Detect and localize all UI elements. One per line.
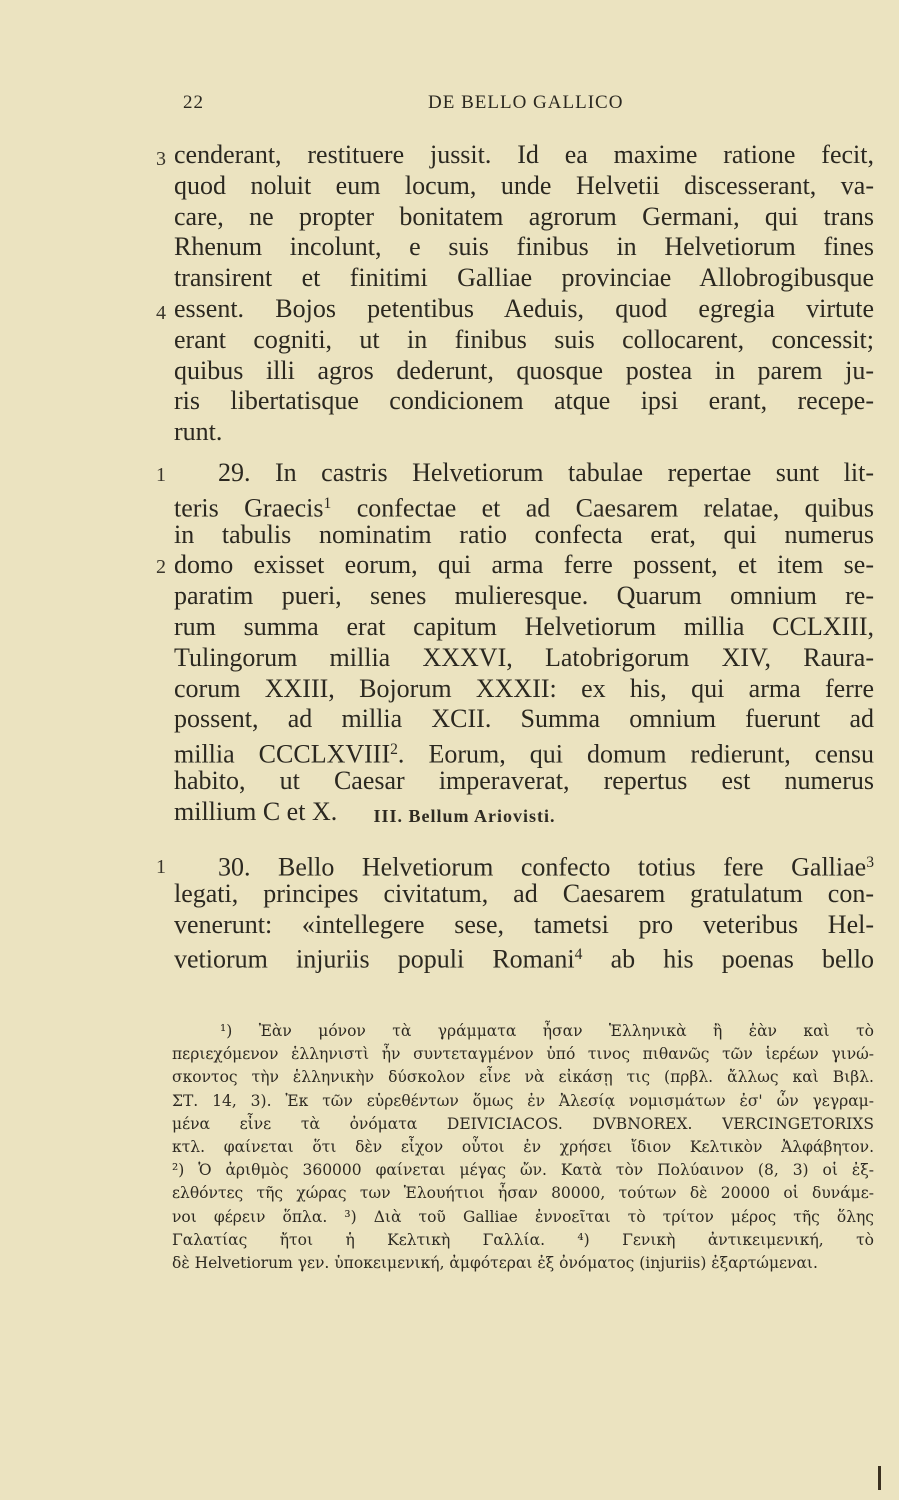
text-line: habito, ut Caesar imperaverat, repertus est numerus: [174, 765, 874, 795]
footnote-line: νοι φέρειν ὅπλα. ³) Διὰ τοῦ Galliae ἐννοεῖται τὸ τρίτον μέρος τῆς ὅλης: [172, 1207, 874, 1226]
text-fragment: 30. Bello Helvetiorum confecto totius fere Galliae: [218, 852, 867, 882]
text-line: legati, principes civitatum, ad Caesarem gratulatum con-: [174, 878, 874, 908]
text-line: domo exisset eorum, qui arma ferre possent, et item se-: [174, 550, 874, 580]
footnote-line: κτλ. φαίνεται ὅτι δὲν εἶχον οὗτοι ἐν χρήσει ἴδιον Κελτικὸν Ἀλφάβητον.: [172, 1137, 874, 1156]
text-line: in tabulis nominatim ratio confecta erat, qui numerus: [174, 519, 874, 549]
footnote-line: Γαλατίας ἤτοι ἡ Κελτικὴ Γαλλία. ⁴) Γενικὴ ἀντικειμενική, τὸ: [172, 1230, 874, 1249]
text-fragment: ab his poenas bello: [610, 944, 875, 974]
footnote-line: ²) Ὁ ἀριθμὸς 360000 φαίνεται μέγας ὤν. Κατὰ τὸν Πολύαινον (8, 3) οἱ ἐξ-: [172, 1161, 874, 1180]
main-text-2: [156, 848, 875, 974]
text-line: [174, 735, 875, 769]
footnote-marker: 3: [866, 854, 874, 871]
footnote-line: περιεχόμενον ἑλληνιστὶ ἦν συντεταγμένον ὑπό τινος πιθανῶς τῶν ἱερέων γινώ-: [172, 1045, 874, 1064]
text-line: corum XXIII, Bojorum XXXII: ex his, qui arma ferre: [174, 673, 874, 703]
text-fragment: confectae et ad Caesarem relatae, quibus: [356, 493, 875, 523]
page-number: 22: [183, 92, 204, 113]
text-line: [174, 940, 875, 974]
text-line: care, ne propter bonitatem agrorum Germani, qui trans: [174, 201, 874, 231]
text-line: Rhenum incolunt, e suis finibus in Helvetiorum fines: [174, 232, 874, 262]
footnote-marker: 2: [390, 741, 398, 759]
footnote-line: ελθόντες τῆς χώρας των Ἑλουήτιοι ἦσαν 80000, τούτων δὲ 20000 οἱ δυνάμε-: [172, 1184, 874, 1203]
page-edge-mark: [878, 1466, 881, 1490]
margin-number: 1: [156, 464, 166, 486]
footnote-line: δὲ Helvetiorum γεν. ὑποκειμενική, ἀμφότεραι ἐξ ὀνόματος (injuriis) ἐξαρτώμεναι.: [172, 1253, 818, 1272]
text-line: essent. Bojos petentibus Aeduis, quod egregia virtute: [174, 293, 874, 323]
text-line: runt.: [174, 417, 223, 447]
text-line: rum summa erat capitum Helvetiorum millia CCLXIII,: [174, 611, 874, 641]
text-line: [174, 848, 874, 882]
text-fragment: vetiorum injuriis populi Romani: [174, 944, 575, 974]
text-line: millium C et X.: [174, 796, 338, 826]
footnote-line: ΣΤ. 14, 3). Ἐκ τῶν εὑρεθέντων ὅμως ἐν Ἀλεσίᾳ νομισμάτων ἐσ' ὧν γεγραμ-: [172, 1091, 874, 1110]
footnotes: [172, 1020, 874, 1275]
text-line: possent, ad millia XCII. Summa omnium fuerunt ad: [174, 704, 874, 734]
margin-number: 1: [156, 856, 166, 878]
main-text: [156, 140, 875, 828]
text-fragment: teris Graecis: [174, 493, 324, 523]
running-title: DE BELLO GALLICO: [428, 92, 624, 113]
text-fragment: millia CCCLXVIII: [174, 739, 391, 769]
footnote-line: μένα εἶνε τὰ ὀνόματα DEIVICIACOS. DVBNOREX. VERCINGETORIXS: [172, 1114, 874, 1133]
text-line: 29. In castris Helvetiorum tabulae repertae sunt lit-: [218, 457, 874, 487]
section-title: [0, 806, 899, 827]
text-fragment: . Eorum, qui domum redierunt, censu: [397, 739, 875, 769]
text-line: ris libertatisque condicionem atque ipsi erant, recepe-: [174, 386, 874, 416]
section-title-text: III. Bellum Ariovisti.: [373, 806, 556, 826]
text-line: Tulingorum millia XXXVI, Latobrigorum XIV, Raura-: [174, 642, 874, 672]
text-line: erant cogniti, ut in finibus suis collocarent, concessit;: [174, 324, 874, 354]
margin-number: 2: [156, 556, 166, 578]
footnote-line: ¹) Ἐὰν μόνον τὰ γράμματα ἦσαν Ἑλληνικὰ ἢ ἐὰν καὶ τὸ: [220, 1022, 874, 1040]
text-line: quibus illi agros dederunt, quosque postea in parem ju-: [174, 355, 874, 385]
text-line: cenderant, restituere jussit. Id ea maxime ratione fecit,: [174, 140, 874, 169]
margin-number: 3: [156, 148, 166, 170]
text-line: venerunt: «intellegere sese, tametsi pro veteribus Hel-: [174, 909, 874, 939]
footnote-marker: 1: [323, 494, 332, 512]
footnote-line: σκοντος τὴν ἑλληνικὴν δύσκολον εἶνε νὰ εἰκάσῃ τις (πρβλ. ἄλλως καὶ Βιβλ.: [172, 1068, 874, 1087]
text-line: quod noluit eum locum, unde Helvetii discesserant, va-: [174, 170, 874, 200]
text-line: [174, 489, 875, 523]
text-line: transirent et finitimi Galliae provinciae Allobrogibusque: [174, 263, 874, 293]
text-line: paratim pueri, senes mulieresque. Quarum omnium re-: [174, 581, 874, 611]
page-header: [0, 92, 899, 122]
margin-number: 4: [156, 302, 166, 324]
footnote-marker: 4: [574, 946, 583, 964]
